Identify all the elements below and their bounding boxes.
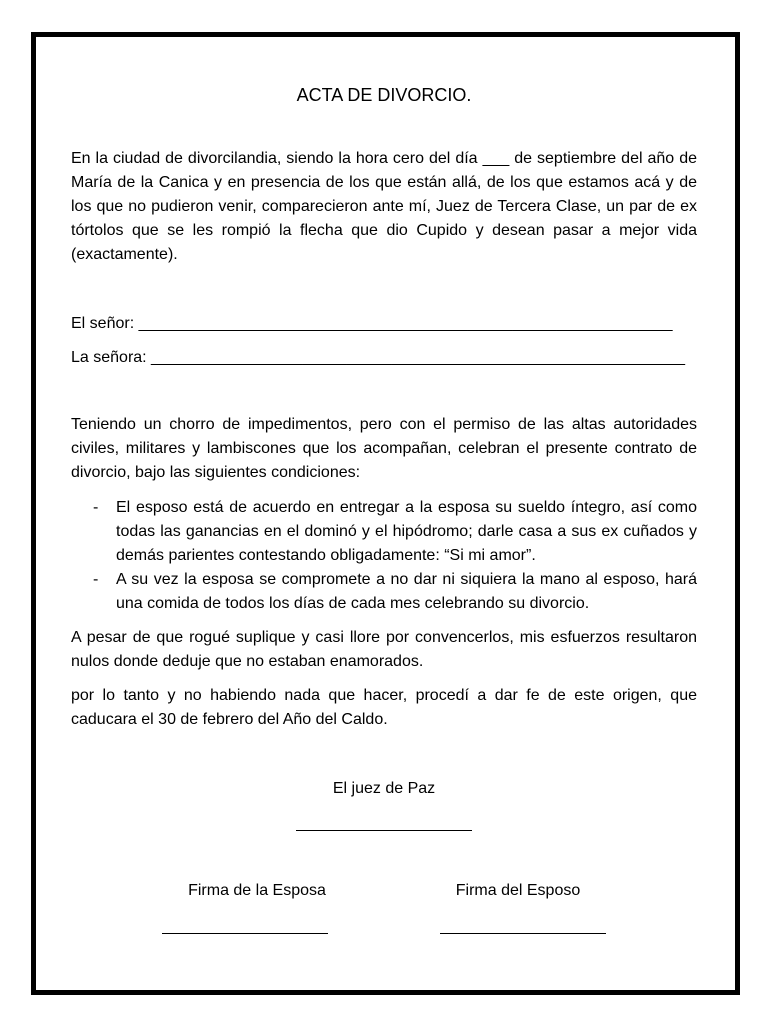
list-bullet: - (93, 499, 99, 516)
intro-paragraph: En la ciudad de divorcilandia, siendo la hora cero del día ___ de septiembre del año de María de la Canica y en presencia de los que están allá, de los que estamos acá y de los que no pudieron venir, comparecieron ante mí, Juez de Tercera Clase, un par de ex tórtolos que se les rompió la flecha que dio Cupido y desean pasar a mejor vida (exactamente). (71, 150, 697, 263)
condition-item (71, 568, 697, 616)
list-bullet: - (93, 571, 99, 588)
condition-text: A su vez la esposa se compromete a no dar ni siquiera la mano al esposo, hará una comida de todos los días de cada mes celebrando su divorcio. (116, 571, 697, 612)
husband-signature-label: Firma del Esposo (455, 882, 581, 899)
condition-item (71, 496, 697, 568)
closing-paragraph: por lo tanto y no habiendo nada que hacer, procedí a dar fe de este origen, que caducara el 30 de febrero del Año del Caldo. (71, 687, 697, 728)
plea-paragraph: A pesar de que rogué suplique y casi llore por convencerlos, mis esfuerzos resultaron nulos donde deduje que no estaban enamorados. (71, 629, 697, 670)
wife-signature-label: Firma de la Esposa (188, 882, 326, 899)
judge-signature-line (296, 830, 472, 831)
conditions-intro-paragraph: Teniendo un chorro de impedimentos, pero con el permiso de las altas autoridades civiles, militares y lambiscones que los acompañan, celebran el presente contrato de divorcio, bajo las siguientes condiciones: (71, 416, 697, 481)
wife-name-field: La señora: ____________________________________________________________ (71, 349, 685, 366)
judge-signature-label: El juez de Paz (332, 780, 436, 797)
conditions-list (71, 496, 697, 616)
husband-signature-line (440, 933, 606, 934)
condition-text: El esposo está de acuerdo en entregar a la esposa su sueldo íntegro, así como todas las ganancias en el dominó y el hipódromo; darle casa a sus ex cuñados y demás parientes contestando obligadamente: “Si mi amor”. (116, 499, 697, 564)
husband-name-field: El señor: ____________________________________________________________ (71, 315, 673, 332)
wife-signature-line (162, 933, 328, 934)
document-title: ACTA DE DIVORCIO. (296, 85, 472, 105)
